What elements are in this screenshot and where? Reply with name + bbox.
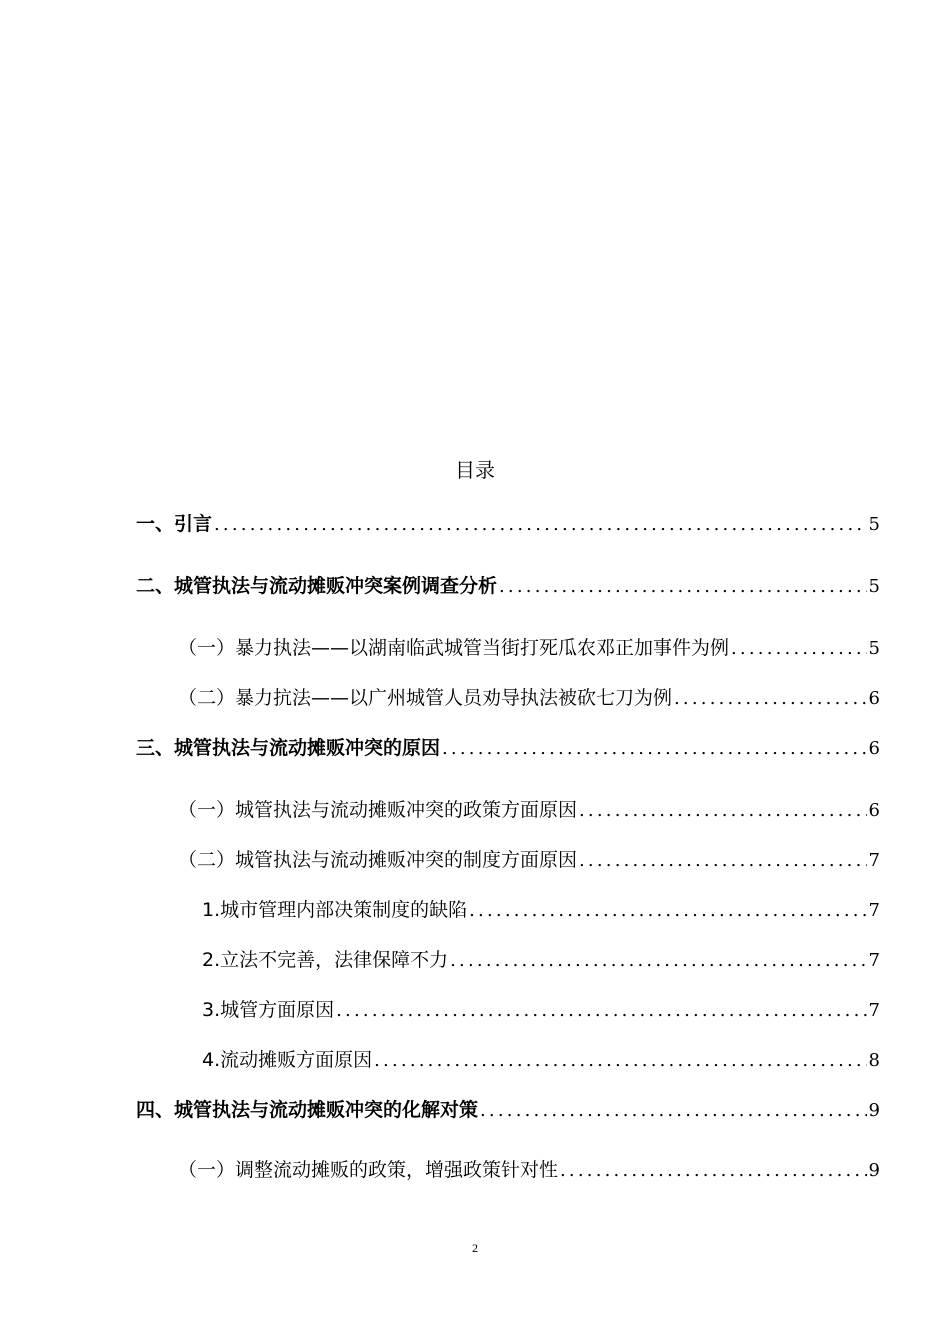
toc-dot-leader (579, 847, 867, 875)
toc-title: 目录 (455, 458, 495, 482)
toc-entry-label: 3.城管方面原因 (202, 999, 335, 1021)
toc-dot-leader (442, 735, 867, 763)
toc-entry-label: 2.立法不完善，法律保障不力 (202, 949, 449, 971)
toc-dot-leader (560, 1157, 867, 1185)
toc-entry-violent-enforcement[interactable] (178, 634, 880, 662)
toc-entry-label: 二、城管执法与流动摊贩冲突案例调查分析 (136, 575, 498, 597)
toc-entry-policy-causes[interactable] (178, 796, 880, 824)
toc-entry-street-vendors[interactable] (202, 1046, 880, 1074)
toc-entry-page: 7 (868, 950, 880, 971)
toc-entry-page: 9 (868, 1100, 880, 1121)
page-number: 2 (472, 1241, 478, 1255)
toc-entry-causes[interactable] (136, 734, 880, 762)
toc-dot-leader (480, 1097, 867, 1125)
toc-dot-leader (336, 997, 866, 1025)
toc-dot-leader (450, 947, 866, 975)
toc-entry-label: （一）调整流动摊贩的政策，增强政策针对性 (178, 1159, 559, 1181)
toc-entry-label: 三、城管执法与流动摊贩冲突的原因 (136, 737, 441, 759)
toc-entry-case-analysis[interactable] (136, 572, 880, 600)
toc-entry-introduction[interactable] (136, 510, 880, 538)
toc-entry-urban-management[interactable] (202, 996, 880, 1024)
toc-dot-leader (731, 635, 867, 663)
toc-entry-page: 5 (868, 638, 880, 659)
toc-entry-decision-system[interactable] (202, 896, 880, 924)
toc-entry-label: 1.城市管理内部决策制度的缺陷 (202, 899, 468, 921)
toc-entry-label: 一、引言 (136, 513, 213, 535)
toc-entry-label: （一）城管执法与流动摊贩冲突的政策方面原因 (178, 799, 578, 821)
toc-entry-page: 6 (868, 738, 880, 759)
toc-entry-label: （二）暴力抗法——以广州城管人员劝导执法被砍七刀为例 (178, 687, 673, 709)
toc-dot-leader (469, 897, 866, 925)
toc-entry-label: 4.流动摊贩方面原因 (202, 1049, 373, 1071)
toc-dot-leader (374, 1047, 866, 1075)
toc-entry-page: 8 (868, 1050, 880, 1071)
toc-entry-institutional-causes[interactable] (178, 846, 880, 874)
toc-entry-page: 6 (868, 800, 880, 821)
toc-entry-adjust-policy[interactable] (178, 1156, 880, 1184)
toc-entry-legislation[interactable] (202, 946, 880, 974)
toc-dot-leader (674, 685, 867, 713)
toc-entry-page: 5 (868, 576, 880, 597)
toc-entry-page: 7 (868, 900, 880, 921)
toc-entry-page: 6 (868, 688, 880, 709)
toc-entry-page: 9 (868, 1160, 880, 1181)
toc-dot-leader (579, 797, 867, 825)
toc-entry-violent-resistance[interactable] (178, 684, 880, 712)
toc-entry-page: 5 (868, 514, 880, 535)
toc-dot-leader (499, 573, 867, 601)
toc-entry-solutions[interactable] (136, 1096, 880, 1124)
toc-entry-label: （二）城管执法与流动摊贩冲突的制度方面原因 (178, 849, 578, 871)
toc-entry-label: （一）暴力执法——以湖南临武城管当街打死瓜农邓正加事件为例 (178, 637, 730, 659)
toc-dot-leader (214, 511, 867, 539)
toc-entry-page: 7 (868, 850, 880, 871)
toc-entry-label: 四、城管执法与流动摊贩冲突的化解对策 (136, 1099, 479, 1121)
toc-entry-page: 7 (868, 1000, 880, 1021)
